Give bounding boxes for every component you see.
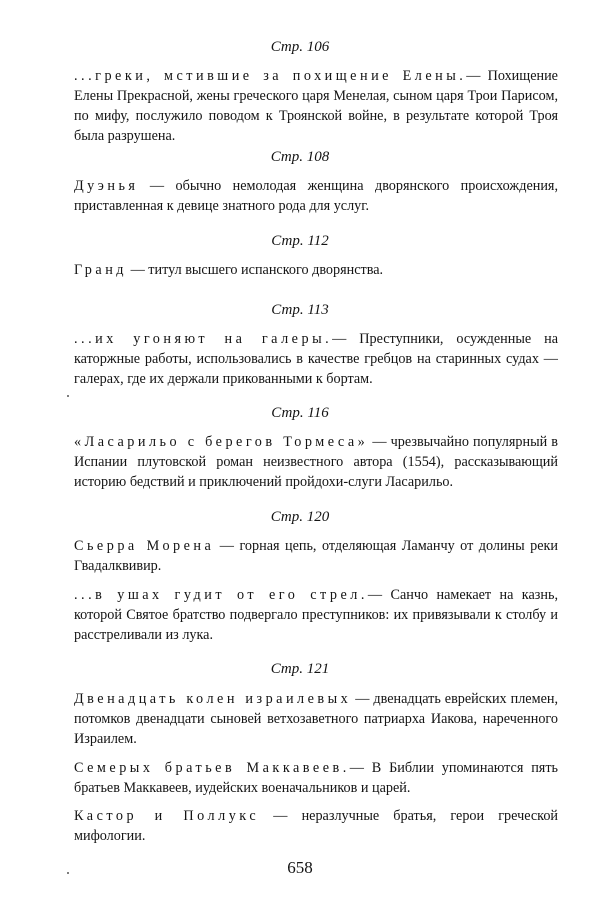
note-entry [74,536,558,576]
note-entry [74,806,558,846]
note-text: неразлучные братья, герои греческой мифологии. [74,808,559,844]
section-heading-116: Стр. 116 [271,405,329,421]
note-entry [74,689,558,749]
note-dash: — [138,178,176,194]
note-term: Семерых братьев Маккавеев. [74,760,350,776]
note-dash: — [367,587,383,603]
note-text: обычно немолодая женщина дворянского происхождения, приставленная к девице знатного рода для услуг. [74,178,559,214]
note-text: чрезвычайно популярный в Испании плутовской роман неизвестного автора (1554), рассказывающий историю бедствий и приключений пройдохи-слуги Ласарильо. [74,434,558,490]
note-term: «Ласарильо с берегов Тормеса» [74,434,369,450]
note-dash: — [349,760,364,776]
note-term: ...в ушах гудит от его стрел. [74,587,368,603]
note-term: Гранд [74,262,128,278]
note-dash: — [368,434,391,450]
note-entry [74,432,558,492]
note-entry [74,260,558,280]
note-text: двенадцать еврейских племен, потомков двенадцати сыновей ветхозаветного патриарха Иакова, нареченного Израилем. [74,691,558,747]
note-dash: — [351,691,374,707]
note-dash: — [259,808,302,824]
scan-speck [67,395,69,397]
note-text: горная цепь, отделяющая Ламанчу от долины реки Гвадалквивир. [74,538,559,574]
section-heading-113: Стр. 113 [271,302,329,318]
section-heading-108: Стр. 108 [270,149,330,165]
note-dash: — [127,262,149,278]
note-text: Санчо намекает на казнь, которой Святое братство подвергало преступников: их привязывали к столбу и расстреливали из лука. [74,587,558,643]
note-term: Дуэнья [74,178,139,194]
note-entry [74,758,558,798]
note-term: ...их угоняют на галеры. [74,331,333,347]
note-entry [74,585,558,645]
section-heading-112: Стр. 112 [271,233,329,249]
note-entry [74,176,558,216]
section-heading-120: Стр. 120 [270,509,330,525]
note-dash: — [214,538,240,554]
page-number: 658 [287,858,313,877]
note-entry [74,329,558,389]
note-text: В Библии упоминаются пять братьев Маккавеев, иудейских военачальников и царей. [74,760,558,796]
note-text: Похищение Елены Прекрасной, жены греческого царя Менелая, сыном царя Трои Парисом, по мифу, послужило поводом к Троянской войне, в результате которой Троя была разрушена. [74,68,558,144]
scan-speck [67,872,69,874]
note-term: ...греки, мстившие за похищение Елены. [74,68,467,84]
note-term: Сьерра Морена [74,538,215,554]
note-term: Кастор и Поллукс [74,808,260,824]
note-entry [74,66,558,146]
note-text: Преступники, осужденные на каторжные работы, использовались в качестве гребцов на старинных судах — галерах, где их держали прикованными к бортам. [74,331,558,387]
note-dash: — [332,331,347,347]
note-text: титул высшего испанского дворянства. [148,262,384,278]
note-term: Двенадцать колен израилевых [74,691,352,707]
note-dash: — [466,68,481,84]
section-heading-121: Стр. 121 [270,661,330,677]
section-heading-106: Стр. 106 [270,39,330,55]
